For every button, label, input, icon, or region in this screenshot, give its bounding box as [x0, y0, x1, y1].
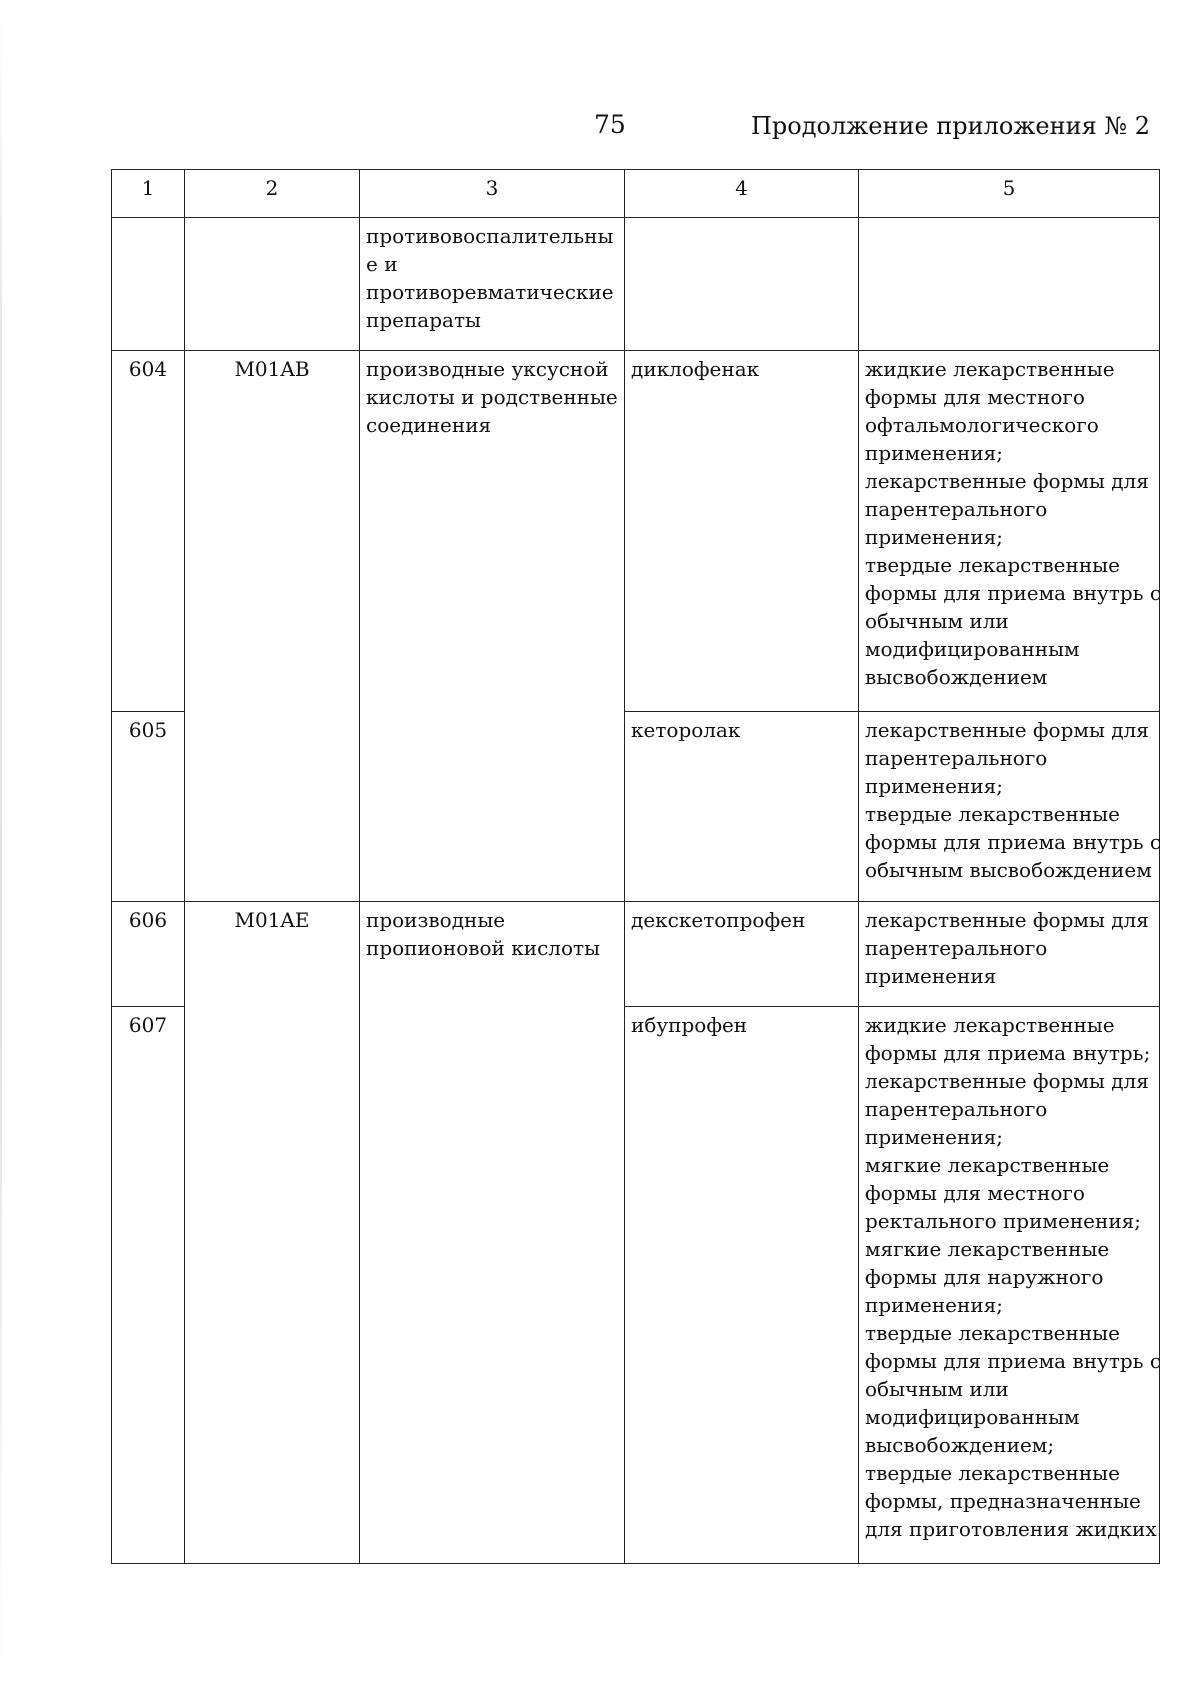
cell-text-line: формы, предназначенные	[865, 1489, 1141, 1513]
cell-text-line: применения;	[865, 525, 1004, 549]
column-header-5: 5	[859, 170, 1160, 218]
column-header-row	[112, 170, 1160, 218]
cell-text-line: применения;	[865, 774, 1004, 798]
table-row	[112, 902, 1160, 1007]
atc-code: M01AE	[185, 902, 360, 1564]
dosage-forms	[859, 1007, 1160, 1564]
cell-text-line: обычным или	[865, 1377, 1009, 1401]
row-number: 604	[112, 351, 185, 712]
cell-text-line: твердые лекарственные	[865, 1321, 1120, 1345]
cell-text-line: противовоспалительны	[366, 224, 614, 248]
cell-text-line: жидкие лекарственные	[865, 357, 1115, 381]
cell-text-line: модифицированным	[865, 1405, 1080, 1429]
cell-text-line: лекарственные формы для	[865, 469, 1149, 493]
cell-text-line: применения	[865, 964, 997, 988]
column-header-2: 2	[185, 170, 360, 218]
cell-text-line: применения;	[865, 1125, 1004, 1149]
page-number: 75	[594, 110, 626, 139]
cell-text-line: кислоты и родственные	[366, 385, 618, 409]
cell-text-line: обычным или	[865, 609, 1009, 633]
page-heading: Продолжение приложения № 2	[750, 112, 1150, 140]
cell-text-line: высвобождением;	[865, 1433, 1055, 1457]
dosage-forms	[859, 712, 1160, 902]
row-number: 606	[112, 902, 185, 1007]
continuation-forms-cell	[859, 218, 1160, 351]
cell-text-line: формы для местного	[865, 1181, 1085, 1205]
cell-text-line: парентерального	[865, 746, 1048, 770]
column-header-3: 3	[360, 170, 625, 218]
continuation-drug-cell	[625, 218, 859, 351]
drug-name: ибупрофен	[625, 1007, 859, 1564]
column-header-4: 4	[625, 170, 859, 218]
cell-text-line: твердые лекарственные	[865, 1461, 1120, 1485]
cell-text-line: жидкие лекарственные	[865, 1013, 1115, 1037]
cell-text-line: применения;	[865, 1293, 1004, 1317]
cell-text-line: лекарственные формы для	[865, 908, 1149, 932]
cell-text-line: противоревматические	[366, 280, 614, 304]
continuation-num-cell	[112, 218, 185, 351]
cell-text-line: парентерального	[865, 497, 1048, 521]
cell-text-line: твердые лекарственные	[865, 802, 1120, 826]
cell-text-line: е и	[366, 252, 398, 276]
cell-text-line: мягкие лекарственные	[865, 1237, 1110, 1261]
cell-text-line: пропионовой кислоты	[366, 936, 600, 960]
cell-text-line: парентерального	[865, 936, 1048, 960]
atc-group-name	[360, 902, 625, 1564]
dosage-forms	[859, 351, 1160, 712]
cell-text-line: лекарственные формы для	[865, 718, 1149, 742]
cell-text-line: формы для наружного	[865, 1265, 1104, 1289]
column-header-1: 1	[112, 170, 185, 218]
cell-text-line: формы для местного	[865, 385, 1085, 409]
scan-edge-shadow	[0, 0, 2, 1697]
cell-text-line: мягкие лекарственные	[865, 1153, 1110, 1177]
cell-text-line: соединения	[366, 413, 492, 437]
atc-group-name	[360, 351, 625, 902]
cell-text-line: производные	[366, 908, 506, 932]
cell-text-line: твердые лекарственные	[865, 553, 1120, 577]
cell-text-line: формы для приема внутрь с	[865, 830, 1162, 854]
cell-text-line: формы для приема внутрь с	[865, 581, 1162, 605]
cell-text-line: препараты	[366, 308, 481, 332]
atc-code: M01AB	[185, 351, 360, 902]
cell-text-line: формы для приема внутрь;	[865, 1041, 1151, 1065]
cell-text-line: высвобождением	[865, 665, 1048, 689]
cell-text-line: для приготовления жидких	[865, 1517, 1157, 1541]
cell-text-line: модифицированным	[865, 637, 1080, 661]
continuation-row	[112, 218, 1160, 351]
continuation-code-cell	[185, 218, 360, 351]
cell-text-line: ректального применения;	[865, 1209, 1142, 1233]
drug-name: диклофенак	[625, 351, 859, 712]
cell-text-line: формы для приема внутрь с	[865, 1349, 1162, 1373]
dosage-forms	[859, 902, 1160, 1007]
cell-text-line: лекарственные формы для	[865, 1069, 1149, 1093]
drug-name: декскетопрофен	[625, 902, 859, 1007]
cell-text-line: парентерального	[865, 1097, 1048, 1121]
cell-text-line: применения;	[865, 441, 1004, 465]
row-number: 607	[112, 1007, 185, 1564]
row-number: 605	[112, 712, 185, 902]
cell-text-line: производные уксусной	[366, 357, 609, 381]
cell-text-line: офтальмологического	[865, 413, 1099, 437]
continuation-group-name	[360, 218, 625, 351]
cell-text-line: обычным высвобождением	[865, 858, 1152, 882]
table-row	[112, 351, 1160, 712]
drug-list-table	[111, 169, 1160, 1564]
drug-name: кеторолак	[625, 712, 859, 902]
